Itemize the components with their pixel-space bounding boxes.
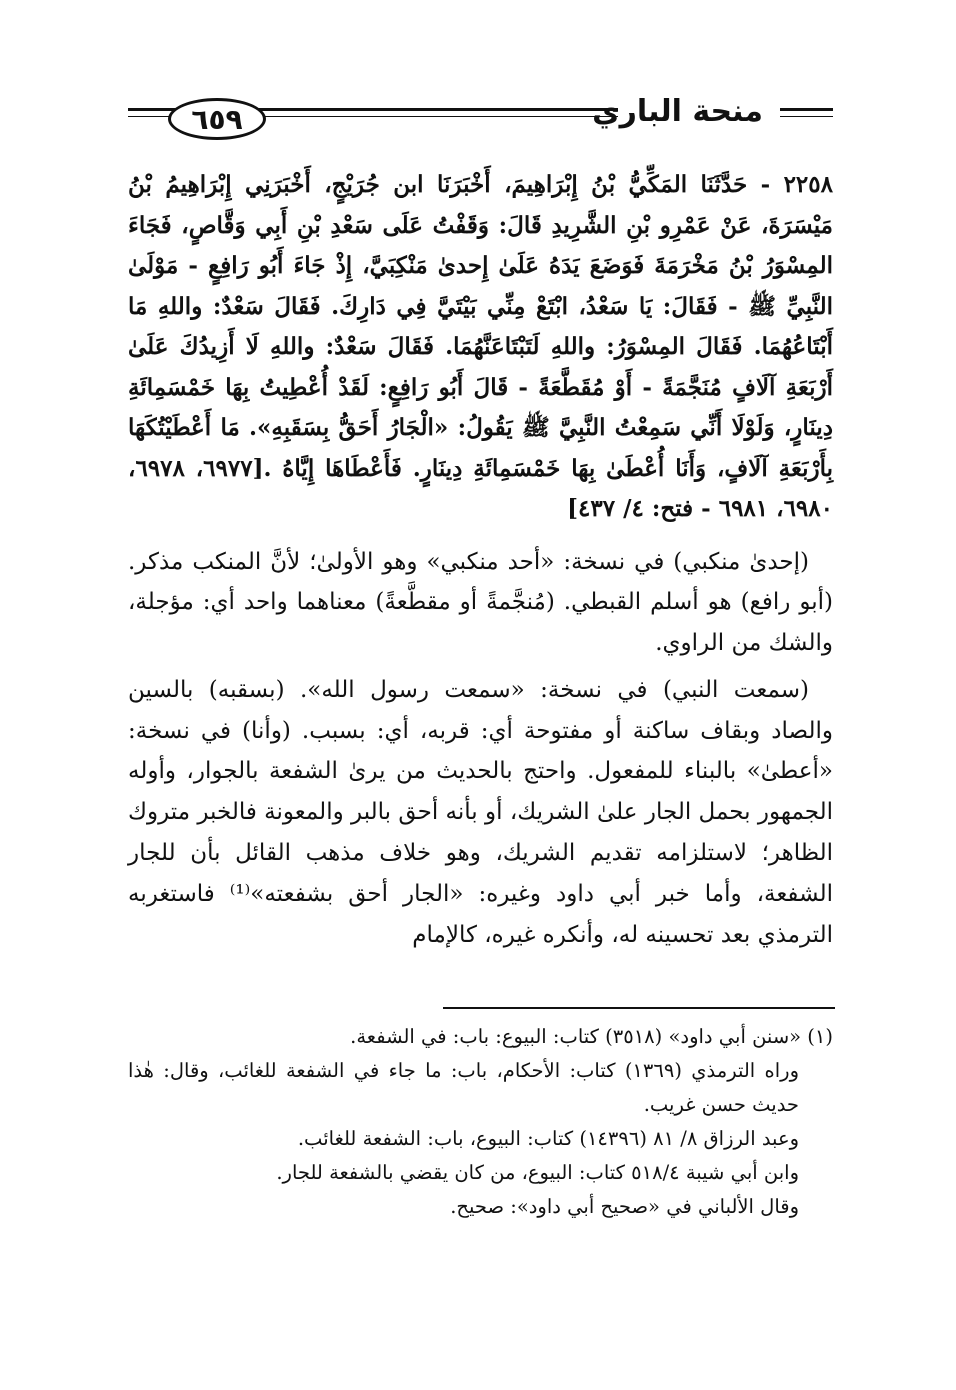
header-rule-right-top	[780, 108, 833, 111]
page-number: ٦٥٩	[168, 98, 266, 140]
hadith-block	[128, 165, 833, 530]
footnotes	[128, 1020, 833, 1224]
footnote-line-2: وراه الترمذي (١٣٦٩) كتاب: الأحكام، باب: ما جاء في الشفعة للغائب، وقال: هٰذا حديث حسن غريب.	[128, 1059, 799, 1116]
footnote-line-5: وقال الألباني في «صحيح أبي داود»: صحيح.	[450, 1195, 799, 1218]
footnote-line-1: (١) «سنن أبي داود» (٣٥١٨) كتاب: البيوع: باب: في الشفعة.	[350, 1025, 833, 1048]
footnote-separator	[443, 1007, 835, 1009]
commentary-block	[128, 542, 833, 956]
main-text	[128, 165, 833, 961]
header-rule-middle-bottom	[248, 116, 618, 117]
header-rule-middle-top	[248, 108, 618, 111]
commentary-paragraph-2: (سمعت النبي) في نسخة: «سمعت رسول الله». (بسقبه) بالسين والصاد وبقاف ساكنة أو مفتوحة أي: قربه، أي: بسبب. (وأنا) في نسخة: «أعطىٰ» بالبناء للمفعول. واحتج بالحديث من يرىٰ الشفعة بالجوار، وأوله الجمهور بحمل الجار علىٰ الشريك، أو بأنه أحق بالبر والمعونة فالخبر متروك الظاهر؛ لاستلزامه تقديم الشريك، وهو خلاف مذهب القائل بأن للجار الشفعة، وأما خبر أبي داود وغيره: «الجار أحق بشفعته»⁽¹⁾ فاستغربه الترمذي بعد تحسينه له، وأنكره غيره، كالإمام	[128, 676, 833, 948]
book-title: منحة الباري	[592, 94, 763, 129]
page-header	[128, 92, 833, 142]
commentary-paragraph-1: (إحدىٰ منكبي) في نسخة: «أحد منكبي» وهو الأولىٰ؛ لأنَّ المنكب مذكر. (أبو رافع) هو أسلم القبطي. (مُنجَّمةً أو مقطَّعةً) معناهما واحد أي: مؤجلة، والشك من الراوي.	[128, 548, 833, 657]
hadith-text: ٢٢٥٨ - حَدَّثَنَا المَكِّيُّ بْنُ إِبْرَاهِيمَ، أَخْبَرَنَا ابن جُرَيْجٍ، أَخْبَرَنِي إِبْرَاهِيمُ بْنُ مَيْسَرَةَ، عَنْ عَمْرِو بْنِ الشَّرِيدِ قَالَ: وَقَفْتُ عَلَى سَعْدِ بْنِ أَبِي وَقَّاصٍ، فَجَاءَ المِسْوَرُ بْنُ مَخْرَمَةَ فَوَضَعَ يَدَهُ عَلَىٰ إِحدىٰ مَنْكِبَيَّ، إِذْ جَاءَ أَبُو رَافِعٍ - مَوْلَىٰ النَّبِيِّ ﷺ - فَقَالَ: يَا سَعْدُ، ابْتَعْ مِنِّي بَيْتَيَّ فِي دَارِكَ. فَقَالَ سَعْدٌ: واللهِ مَا أَبْتَاعُهُمَا. فَقَالَ المِسْوَرُ: واللهِ لَتَبْتَاعَنَّهُمَا. فَقَالَ سَعْدٌ: واللهِ لَا أَزِيدُكَ عَلَىٰ أَرْبَعَةِ آلَافٍ مُنَجَّمَةً - أَوْ مُقَطَّعَةً - قَالَ أَبُو رَافِعٍ: لَقَدْ أُعْطِيتُ بِهَا خَمْسَمِائَةِ دِينَارٍ، وَلَوْلَا أَنِّي سَمِعْتُ النَّبِيَّ ﷺ يَقُولُ: «الْجَارُ أَحَقُّ بِسَقَبِهِ». مَا أَعْطَيْتُكَهَا بِأَرْبَعَةِ آلَافٍ، وَأَنَا أُعْطَىٰ بِهَا خَمْسَمِائَةِ دِينَارٍ. فَأَعْطَاهَا إِيَّاهُ .[٦٩٧٧، ٦٩٧٨، ٦٩٨٠، ٦٩٨١ - فتح: ٤/ ٤٣٧]	[128, 171, 833, 522]
header-rule-right-bottom	[780, 116, 833, 117]
footnote-line-4: وابن أبي شيبة ٥١٨/٤ كتاب: البيوع، من كان يقضي بالشفعة للجار.	[276, 1161, 799, 1184]
footnote-line-3: وعبد الرزاق ٨/ ٨١ (١٤٣٩٦) كتاب: البيوع، باب: الشفعة للغائب.	[297, 1127, 799, 1150]
